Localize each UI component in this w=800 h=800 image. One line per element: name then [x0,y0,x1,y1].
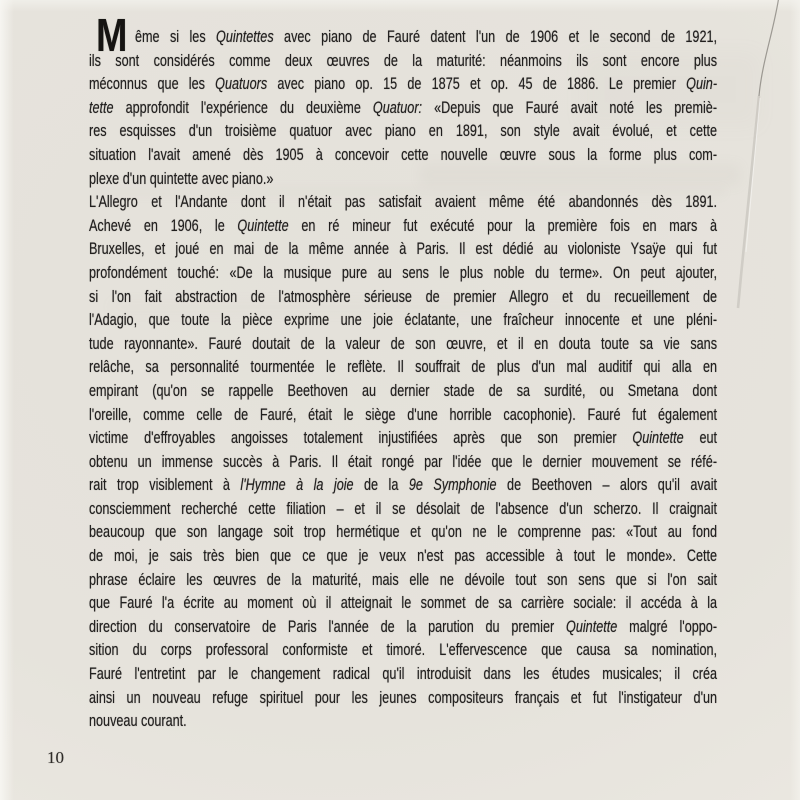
text-line: de moi, je sais très bien que ce que je veux n'est pas accessible à tout le monde». Cette [89,547,718,566]
text-line: profondément touché: «De la musique pure au sens le plus noble du terme». On peut ajouter, [89,263,718,282]
text-line: situation l'avait amené dès 1905 à concevoir cette nouvelle œuvre sous la forme plus com- [89,145,718,164]
text-line: relâche, sa personnalité tourmentée le reflète. Il souffrait de plus d'un mal auditif qui alla en [89,358,718,377]
text-line: tude rayonnante». Fauré doutait de la valeur de son œuvre, et il en douta toute sa vie sans [89,334,718,353]
drop-cap-letter: M [96,9,128,61]
text-line: consciemment recherché cette filiation – et il se désolait de l'absence d'un scherzo. Il craignait [89,499,718,518]
text-line: ils sont considérés comme deux œuvres de la maturité: néanmoins ils sont encore plus [89,51,718,70]
text-line: beaucoup que son langage soit trop hermétique et qu'on ne le comprenne pas: «Tout au fond [89,523,718,542]
text-line: direction du conservatoire de Paris l'année de la parution du premier Quintette malgré l'oppo- [89,617,718,636]
text-line: res esquisses d'un troisième quatuor avec piano en 1891, son style avait évolué, et cette [89,122,718,141]
text-line: victime d'effroyables angoisses totalement injustifiées après que son premier Quintette eut [89,429,718,448]
text-line: Fauré l'entretint par le changement radical qu'il introduisit dans les études musicales; il créa [89,665,718,684]
text-line: phrase éclaire les œuvres de la maturité, mais elle ne dévoile tout son sens que si l'on sait [89,570,718,589]
page-number: 10 [47,748,64,767]
text-line: méconnus que les Quatuors avec piano op. 15 de 1875 et op. 45 de 1886. Le premier Quin- [89,75,718,94]
text-line: sition du corps professoral conformiste et timoré. L'effervescence que causa sa nomination, [89,641,718,660]
text-line: Achevé en 1906, le Quintette en ré mineur fut exécuté pour la première fois en mars à [89,216,718,235]
text-line: ême si les Quintettes avec piano de Fauré datent l'un de 1906 et le second de 1921, [134,28,718,46]
text-line: Bruxelles, et joué en mai de la même année à Paris. Il est dédié au violoniste Ysaÿe qui fut [89,240,718,259]
text-line: empirant (qu'on se rappelle Beethoven au dernier stade de sa surdité, ou Smetana dont [89,381,718,400]
text-line: tette approfondit l'expérience du deuxième Quatuor: «Depuis que Fauré avait noté les premiè- [89,98,718,117]
body-text [89,26,717,734]
text-line: l'Adagio, que toute la pièce exprime une joie éclatante, une fraîcheur innocente et une pléni- [89,311,718,330]
text-line: l'oreille, comme celle de Fauré, était le siège d'une horrible cacophonie). Fauré fut également [89,405,718,424]
text-line: plexe d'un quintette avec piano.» [89,169,274,188]
text-line: nouveau courant. [89,712,187,731]
text-line: rait trop visiblement à l'Hymne à la joie de la 9e Symphonie de Beethoven – alors qu'il avait [89,476,718,495]
text-line: que Fauré l'a écrite au moment où il atteignait le sommet de sa carrière sociale: il accéda à la [89,594,718,613]
text-line: si l'on fait abstraction de l'atmosphère sérieuse de premier Allegro et du recueillement de [89,287,718,306]
text-line: obtenu un immense succès à Paris. Il était rongé par l'idée que le dernier mouvement se réfé- [89,452,718,471]
text-line: ainsi un nouveau refuge spirituel pour les jeunes compositeurs français et fut l'instigateur d'un [89,688,718,707]
text-line: L'Allegro et l'Andante dont il n'était pas satisfait avaient même été abandonnés dès 1891. [89,193,718,212]
